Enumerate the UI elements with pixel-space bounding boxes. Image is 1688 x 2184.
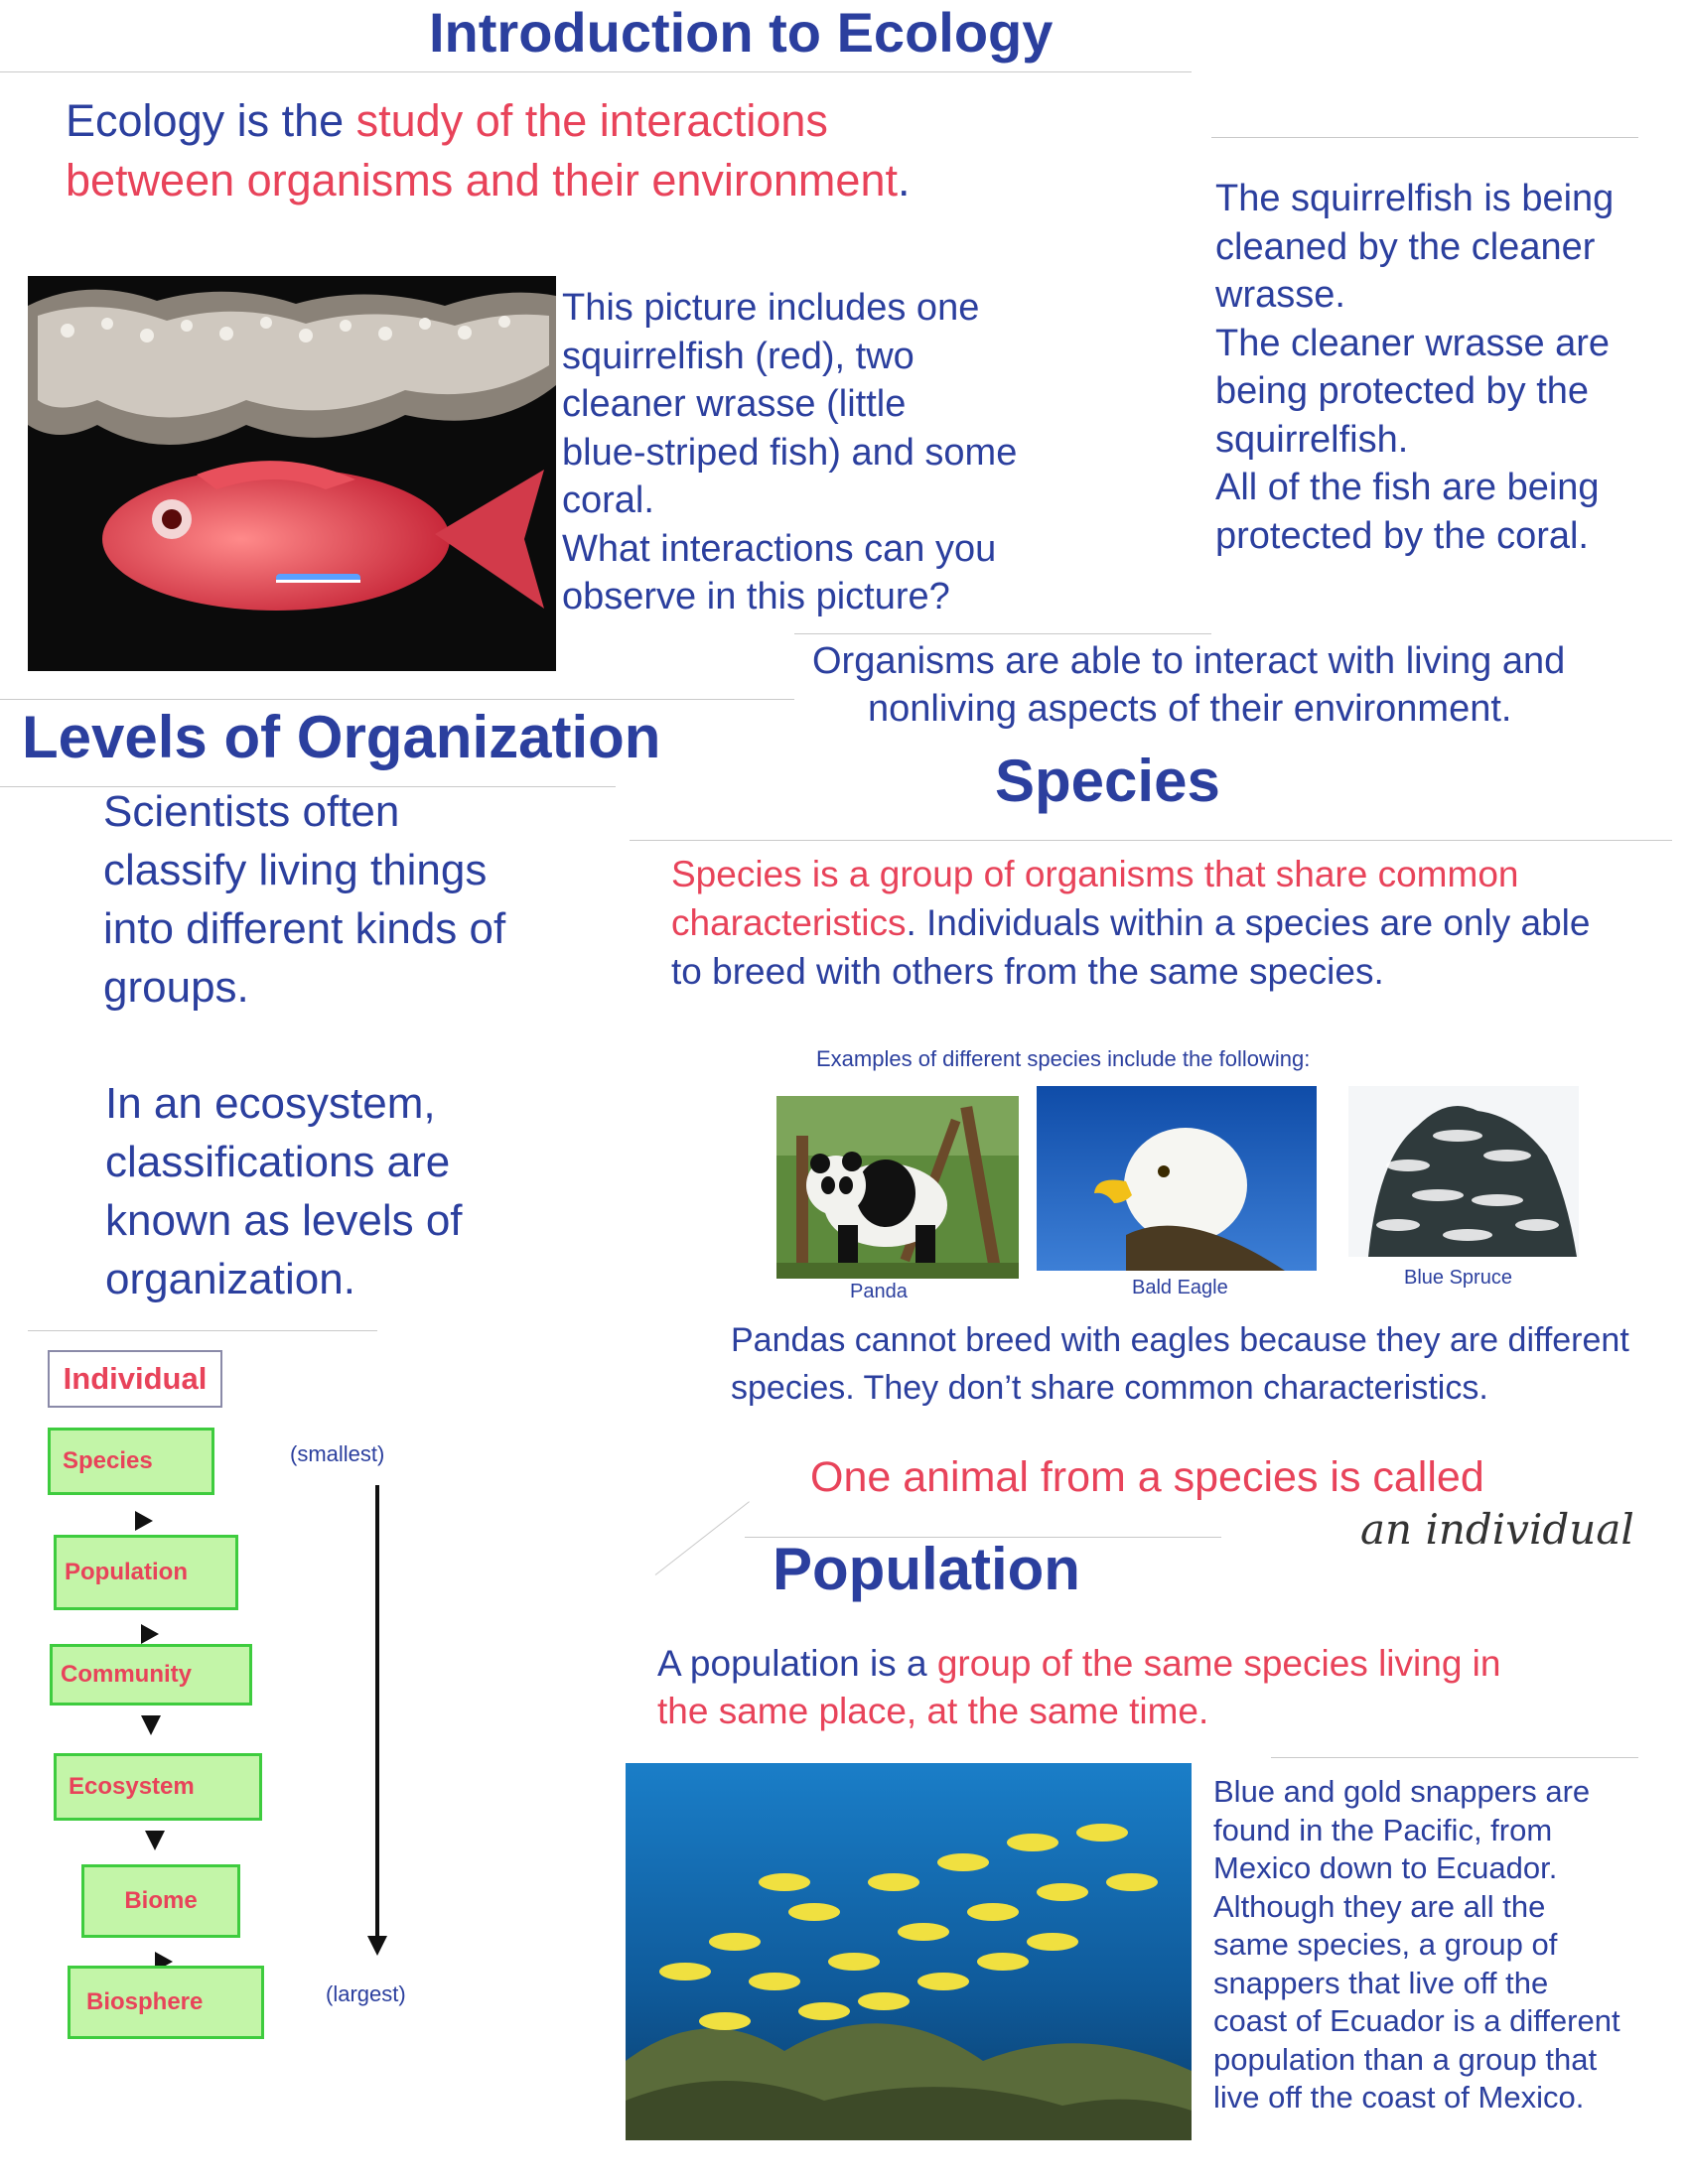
arrow-icon xyxy=(141,1715,161,1735)
fish-question xyxy=(562,284,1078,621)
question-line: This picture includes one xyxy=(562,287,980,329)
answer-line: All of the fish are being xyxy=(1215,467,1600,508)
largest-label: (largest) xyxy=(326,1981,406,2006)
levels-paragraph-2 xyxy=(105,1074,661,1308)
level-biome-box: Biome xyxy=(81,1864,240,1938)
definition-highlight-2: between organisms and their environment xyxy=(66,155,898,205)
species-note-line: species. They don’t share common characteristics. xyxy=(731,1369,1488,1407)
population-def-highlight-2: the same place, at the same time. xyxy=(657,1691,1209,1731)
levels-line: In an ecosystem, xyxy=(105,1079,436,1128)
answer-line: The squirrelfish is being xyxy=(1215,178,1615,219)
snapper-line: Although they are all the xyxy=(1213,1888,1546,1924)
size-arrow-line xyxy=(375,1485,379,1942)
individual-box: Individual xyxy=(48,1350,222,1408)
question-line: cleaner wrasse (little xyxy=(562,383,907,425)
question-line: What interactions can you xyxy=(562,527,997,570)
organisms-note xyxy=(812,637,1666,733)
question-line: blue-striped fish) and some xyxy=(562,431,1018,474)
blue-spruce-caption: Blue Spruce xyxy=(1404,1267,1512,1289)
population-heading: Population xyxy=(773,1536,1080,1602)
snapper-line: live off the coast of Mexico. xyxy=(1213,2080,1585,2115)
organisms-note-line: Organisms are able to interact with living and xyxy=(812,640,1566,682)
species-definition xyxy=(671,850,1674,996)
snappers-photo xyxy=(626,1763,1192,2140)
snapper-line: Blue and gold snappers are xyxy=(1213,1774,1591,1809)
snapper-line: coast of Ecuador is a different xyxy=(1213,2003,1620,2038)
panda-photo xyxy=(776,1096,1019,1279)
levels-line: groups. xyxy=(103,963,249,1012)
answer-line: squirrelfish. xyxy=(1215,418,1409,461)
definition-lead: Ecology is the xyxy=(66,95,356,146)
arrow-icon xyxy=(145,1831,165,1850)
population-rule-bottom xyxy=(1271,1757,1638,1758)
bald-eagle-photo xyxy=(1037,1086,1317,1271)
smallest-label: (smallest) xyxy=(290,1441,385,1466)
level-population-box: Population xyxy=(54,1535,238,1610)
species-def-line-1: Species is a group of organisms that share common xyxy=(671,854,1519,894)
answer-line: cleaned by the cleaner xyxy=(1215,225,1596,268)
levels-heading: Levels of Organization xyxy=(22,704,661,770)
arrow-icon xyxy=(135,1511,153,1531)
organisms-note-line: nonliving aspects of their environment. xyxy=(868,688,1512,730)
snapper-line: found in the Pacific, from xyxy=(1213,1812,1553,1847)
species-note-line: Pandas cannot breed with eagles because they are different xyxy=(731,1321,1629,1359)
snapper-line: Mexico down to Ecuador. xyxy=(1213,1850,1558,1885)
levels-line: organization. xyxy=(105,1255,355,1303)
snapper-description xyxy=(1213,1773,1670,2117)
snapper-line: same species, a group of xyxy=(1213,1927,1558,1962)
snapper-line: population than a group that xyxy=(1213,2041,1598,2077)
arrow-down-icon xyxy=(367,1936,387,1956)
population-definition xyxy=(657,1640,1670,1735)
question-line: coral. xyxy=(562,479,654,521)
levels-line: Scientists often xyxy=(103,787,400,836)
species-note xyxy=(731,1316,1684,1412)
level-biosphere-box: Biosphere xyxy=(68,1966,264,2039)
levels-line: into different kinds of xyxy=(103,904,506,953)
definition-period: . xyxy=(897,155,911,205)
organisms-rule xyxy=(794,633,1211,634)
species-rule xyxy=(630,840,1672,841)
individual-question: One animal from a species is called xyxy=(810,1453,1484,1501)
arrow-icon xyxy=(141,1624,159,1644)
page-title: Introduction to Ecology xyxy=(429,1,1054,64)
top-right-rule xyxy=(1211,137,1638,138)
levels-line: classifications are xyxy=(105,1138,451,1186)
population-rule-left xyxy=(655,1501,750,1575)
level-species-box: Species xyxy=(48,1428,214,1495)
population-def-highlight-1: group of the same species living in xyxy=(936,1643,1501,1684)
blue-spruce-photo xyxy=(1348,1086,1579,1257)
answer-line: being protected by the xyxy=(1215,370,1590,412)
title-rule xyxy=(0,71,1192,72)
diagram-rule xyxy=(28,1330,377,1331)
answer-line: wrasse. xyxy=(1215,274,1345,316)
levels-paragraph-1 xyxy=(103,782,659,1017)
ecology-definition xyxy=(66,91,1039,210)
handwritten-answer: an individual xyxy=(1360,1505,1634,1554)
levels-line: classify living things xyxy=(103,846,488,894)
bald-eagle-caption: Bald Eagle xyxy=(1132,1277,1228,1298)
definition-highlight-1: study of the interactions xyxy=(355,95,828,146)
question-line: observe in this picture? xyxy=(562,576,950,617)
level-ecosystem-box: Ecosystem xyxy=(54,1753,262,1821)
answer-line: protected by the coral. xyxy=(1215,514,1589,557)
snapper-line: snappers that live off the xyxy=(1213,1965,1549,2000)
fish-answer xyxy=(1215,175,1672,560)
examples-label: Examples of different species include the following: xyxy=(816,1046,1311,1071)
squirrelfish-photo xyxy=(28,276,556,671)
answer-line: The cleaner wrasse are xyxy=(1215,322,1611,364)
question-line: squirrelfish (red), two xyxy=(562,335,914,377)
level-community-box: Community xyxy=(50,1644,252,1706)
species-def-rest: . Individuals within a species are only able xyxy=(906,902,1591,943)
population-def-lead: A population is a xyxy=(657,1643,937,1684)
species-def-line-3: to breed with others from the same species. xyxy=(671,951,1384,992)
species-def-highlight: characteristics xyxy=(671,902,907,943)
levels-rule-top xyxy=(0,699,794,700)
species-heading: Species xyxy=(995,748,1220,814)
levels-line: known as levels of xyxy=(105,1196,463,1245)
panda-caption: Panda xyxy=(850,1281,908,1302)
